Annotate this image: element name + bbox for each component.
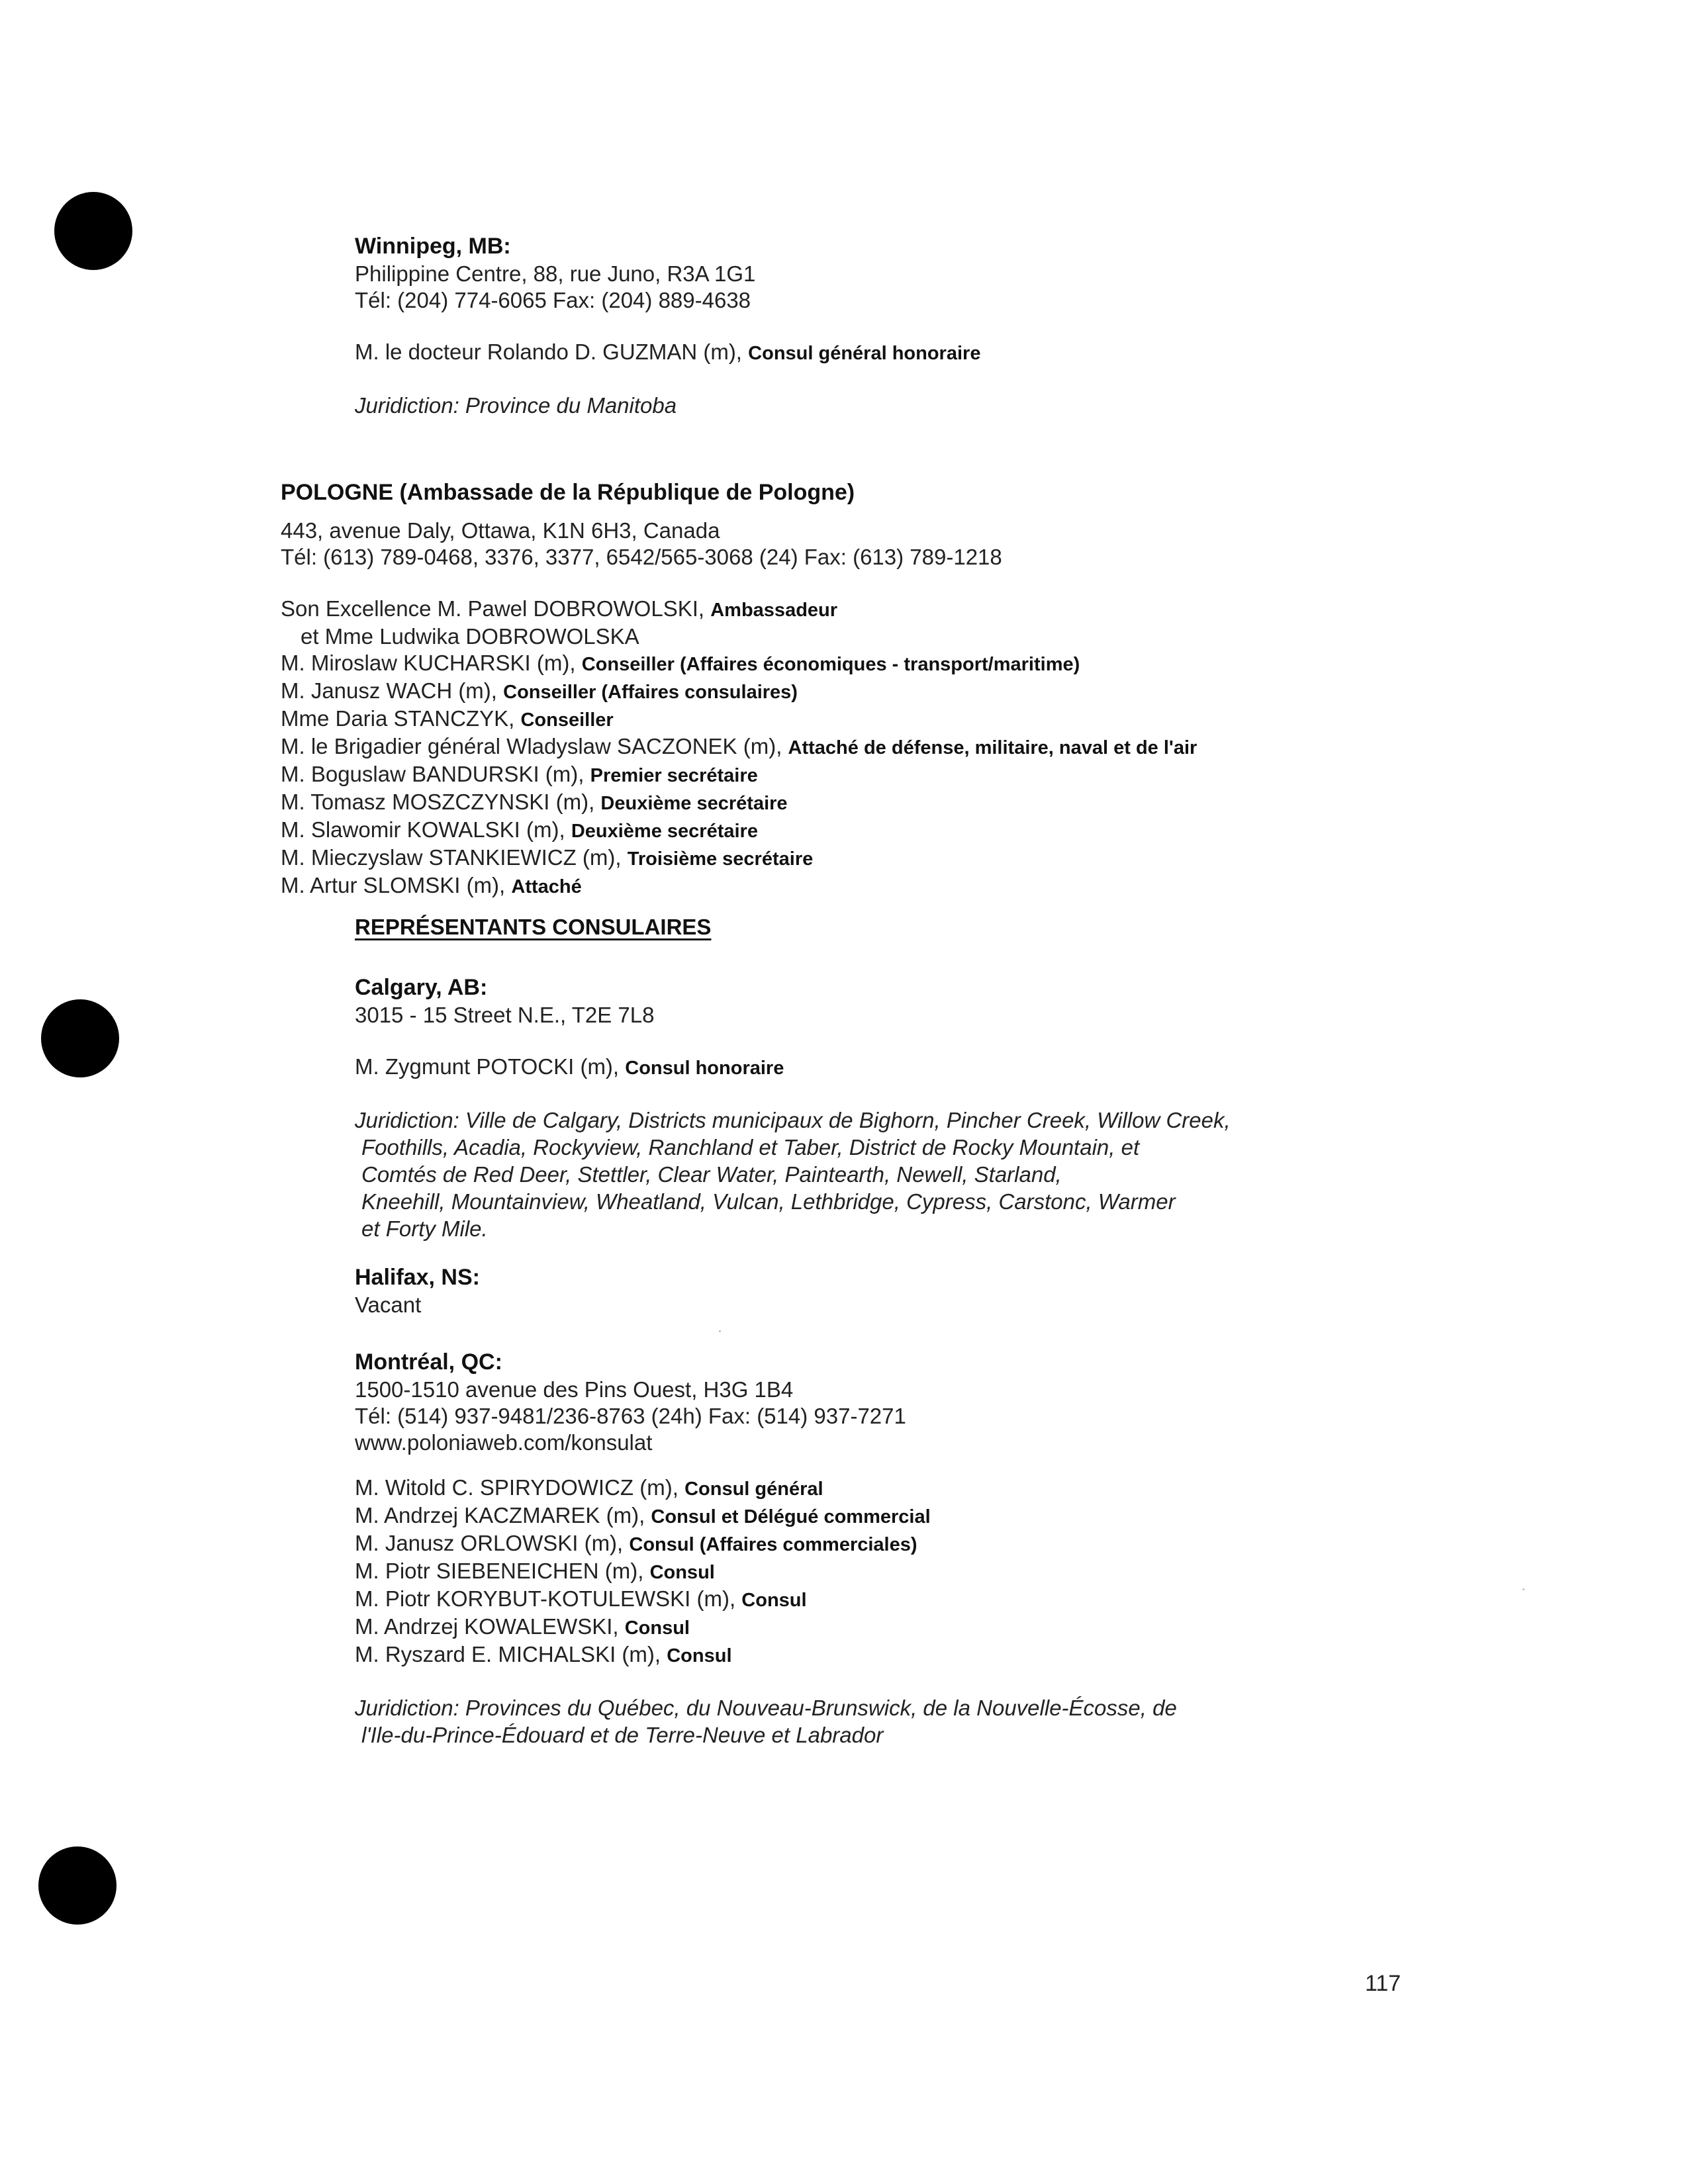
staff-row (281, 596, 1197, 623)
halifax-status: Vacant (355, 1293, 422, 1317)
staff-name: M. Piotr KORYBUT-KOTULEWSKI (m), (355, 1586, 736, 1611)
montreal-phone: Tél: (514) 937-9481/236-8763 (24h) Fax: (514) 937-7271 (355, 1404, 906, 1428)
staff-title: Deuxième secrétaire (600, 793, 788, 814)
consular-heading: REPRÉSENTANTS CONSULAIRES (355, 915, 712, 939)
punch-hole-top (54, 192, 132, 270)
staff-title: Attaché (511, 876, 582, 897)
calgary-person-name: M. Zygmunt POTOCKI (m), (355, 1054, 620, 1079)
staff-title: Conseiller (520, 709, 614, 731)
montreal-city: Montréal, QC: (355, 1349, 502, 1375)
staff-row (355, 1530, 1177, 1558)
calgary-person-title: Consul honoraire (625, 1058, 784, 1079)
staff-row (281, 678, 1197, 705)
staff-title: Premier secrétaire (590, 765, 758, 786)
staff-name: M. Miroslaw KUCHARSKI (m), (281, 651, 576, 675)
montreal-address: 1500-1510 avenue des Pins Ouest, H3G 1B4 (355, 1377, 794, 1402)
staff-title: Consul (741, 1590, 807, 1611)
staff-title: Attaché de défense, militaire, naval et de l'air (788, 737, 1197, 758)
staff-row (281, 623, 1197, 650)
calgary-person (355, 1054, 1231, 1081)
staff-name: M. Piotr SIEBENEICHEN (m), (355, 1559, 644, 1583)
staff-row (355, 1558, 1177, 1586)
winnipeg-jurisdiction: Juridiction: Province du Manitoba (355, 393, 677, 418)
poland-heading: POLOGNE (Ambassade de la République de Pologne) (281, 480, 855, 505)
staff-row (355, 1614, 1177, 1641)
scan-speck (1523, 1588, 1524, 1590)
staff-title: Consul (Affaires commerciales) (629, 1534, 917, 1555)
staff-name: M. Witold C. SPIRYDOWICZ (m), (355, 1475, 679, 1500)
montreal-staff-list (355, 1475, 1177, 1669)
staff-title: Consul et Délégué commercial (651, 1506, 931, 1527)
jurisdiction-line: Juridiction: Provinces du Québec, du Nouveau-Brunswick, de la Nouvelle-Écosse, de (355, 1696, 1177, 1720)
staff-name: M. Andrzej KACZMAREK (m), (355, 1503, 645, 1527)
staff-title: Troisième secrétaire (627, 848, 814, 870)
staff-title: Conseiller (Affaires économiques - transport/maritime) (581, 654, 1080, 675)
staff-name: M. Mieczyslaw STANKIEWICZ (m), (281, 845, 622, 870)
staff-row (281, 844, 1197, 872)
staff-name: M. Slawomir KOWALSKI (m), (281, 817, 565, 842)
poland-staff-list (281, 596, 1197, 900)
jurisdiction-line: Kneehill, Mountainview, Wheatland, Vulcan, Lethbridge, Cypress, Carstonc, Warmer (361, 1189, 1176, 1214)
staff-row (281, 761, 1197, 789)
staff-row (281, 817, 1197, 844)
staff-row (281, 789, 1197, 817)
poland-address: 443, avenue Daly, Ottawa, K1N 6H3, Canada (281, 518, 720, 543)
staff-name: M. Boguslaw BANDURSKI (m), (281, 762, 585, 786)
staff-title: Consul (624, 1617, 690, 1639)
staff-title: Ambassadeur (710, 600, 838, 621)
staff-title: Consul (649, 1562, 715, 1583)
poland-embassy-section (281, 478, 1197, 900)
staff-title: Deuxième secrétaire (571, 821, 758, 842)
page-number: 117 (1365, 1971, 1401, 1996)
jurisdiction-line: Foothills, Acadia, Rockyview, Ranchland et Taber, District de Rocky Mountain, et (361, 1135, 1140, 1160)
jurisdiction-line: Comtés de Red Deer, Stettler, Clear Water, Paintearth, Newell, Starland, (361, 1162, 1062, 1187)
punch-hole-middle (41, 999, 119, 1077)
staff-row (355, 1586, 1177, 1614)
staff-name: M. Janusz ORLOWSKI (m), (355, 1531, 624, 1555)
staff-name: M. Andrzej KOWALEWSKI, (355, 1614, 619, 1639)
jurisdiction-line: l'Ile-du-Prince-Édouard et de Terre-Neuve et Labrador (361, 1723, 884, 1747)
staff-name: et Mme Ludwika DOBROWOLSKA (301, 624, 639, 649)
punch-hole-bottom (38, 1846, 117, 1925)
staff-title: Consul (667, 1645, 732, 1666)
staff-name: M. le Brigadier général Wladyslaw SACZONEK (m), (281, 734, 782, 758)
winnipeg-person-title: Consul général honoraire (748, 343, 981, 364)
staff-name: M. Ryszard E. MICHALSKI (m), (355, 1642, 661, 1666)
halifax-section (355, 1263, 480, 1318)
staff-name: M. Tomasz MOSZCZYNSKI (m), (281, 790, 595, 814)
staff-title: Consul général (684, 1479, 823, 1500)
staff-name: Mme Daria STANCZYK, (281, 706, 515, 731)
montreal-section (355, 1347, 1177, 1749)
scan-speck (719, 1330, 721, 1332)
staff-row (355, 1475, 1177, 1502)
staff-name: M. Artur SLOMSKI (m), (281, 873, 506, 897)
winnipeg-city: Winnipeg, MB: (355, 234, 511, 259)
calgary-city: Calgary, AB: (355, 975, 488, 1000)
staff-title: Conseiller (Affaires consulaires) (503, 682, 798, 703)
staff-row (355, 1502, 1177, 1530)
staff-row (281, 872, 1197, 900)
winnipeg-phone: Tél: (204) 774-6065 Fax: (204) 889-4638 (355, 288, 751, 312)
consular-heading-block (355, 915, 711, 940)
montreal-jurisdiction (355, 1694, 1177, 1749)
staff-row (281, 705, 1197, 733)
montreal-website: www.poloniaweb.com/konsulat (355, 1430, 653, 1455)
staff-row (281, 650, 1197, 678)
poland-phone: Tél: (613) 789-0468, 3376, 3377, 6542/565-3068 (24) Fax: (613) 789-1218 (281, 545, 1002, 569)
winnipeg-person-name: M. le docteur Rolando D. GUZMAN (m), (355, 340, 742, 364)
staff-row (355, 1641, 1177, 1669)
halifax-city: Halifax, NS: (355, 1265, 480, 1290)
winnipeg-person (355, 339, 980, 367)
winnipeg-address: Philippine Centre, 88, rue Juno, R3A 1G1 (355, 261, 756, 286)
jurisdiction-line: Juridiction: Ville de Calgary, Districts municipaux de Bighorn, Pincher Creek, Willow Creek, (355, 1108, 1231, 1132)
calgary-jurisdiction (355, 1107, 1231, 1242)
calgary-section (355, 973, 1231, 1242)
calgary-address: 3015 - 15 Street N.E., T2E 7L8 (355, 1003, 655, 1027)
staff-row (281, 733, 1197, 761)
jurisdiction-line: et Forty Mile. (361, 1216, 488, 1241)
winnipeg-section (355, 232, 980, 419)
staff-name: M. Janusz WACH (m), (281, 678, 497, 703)
staff-name: Son Excellence M. Pawel DOBROWOLSKI, (281, 596, 705, 621)
